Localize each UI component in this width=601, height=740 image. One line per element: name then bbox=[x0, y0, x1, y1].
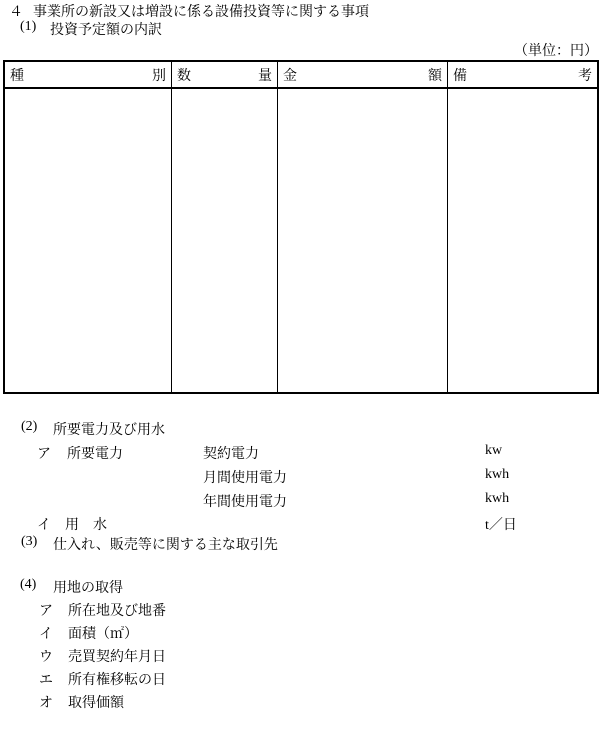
power-row-monthly bbox=[0, 467, 601, 484]
header-cell-biko bbox=[448, 62, 597, 87]
item-number: エ bbox=[39, 673, 53, 688]
header-char: 金 bbox=[283, 68, 297, 84]
unit-note-line bbox=[0, 40, 601, 57]
item-label: 面積（㎡） bbox=[68, 627, 138, 642]
power-row-name: 年間使用電力 bbox=[203, 495, 287, 510]
sub2-item-i-number: イ bbox=[37, 518, 51, 533]
sub3-label: 仕入れ、販売等に関する主な取引先 bbox=[53, 538, 278, 553]
unit-note: （単位：円） bbox=[514, 44, 598, 59]
item-label: 所在地及び地番 bbox=[68, 604, 166, 619]
body-cell-kingaku bbox=[278, 89, 448, 392]
item-number: ウ bbox=[39, 650, 53, 665]
header-cell-shubetsu bbox=[5, 62, 172, 87]
sub4-heading bbox=[0, 577, 601, 594]
sub1-number: (1) bbox=[20, 19, 37, 34]
sub4-item-area bbox=[0, 623, 601, 640]
sub2-item-a-number: ア bbox=[37, 447, 51, 462]
investment-table-header-row bbox=[5, 62, 597, 89]
sub1-label: 投資予定額の内訳 bbox=[50, 23, 162, 38]
main-heading bbox=[0, 1, 601, 18]
water-row-unit: t／日 bbox=[485, 518, 517, 533]
sub4-item-contract-date bbox=[0, 646, 601, 663]
item-label: 取得価額 bbox=[68, 696, 124, 711]
investment-table-body-row bbox=[5, 89, 597, 392]
header-char: 額 bbox=[428, 68, 442, 84]
sub4-item-acquisition-price bbox=[0, 692, 601, 709]
investment-table bbox=[3, 60, 599, 394]
sub2-item-a-label: 所要電力 bbox=[67, 447, 123, 462]
header-cell-suryo bbox=[172, 62, 278, 87]
main-heading-text: 事業所の新設又は増設に係る設備投資等に関する事項 bbox=[33, 5, 369, 20]
body-cell-shubetsu bbox=[5, 89, 172, 392]
header-char: 考 bbox=[578, 68, 592, 84]
power-row-name: 月間使用電力 bbox=[203, 471, 287, 486]
sub2-heading bbox=[0, 419, 601, 436]
sub4-item-location bbox=[0, 600, 601, 617]
power-row-unit: kwh bbox=[485, 467, 510, 482]
water-row bbox=[0, 514, 601, 531]
sub4-item-ownership-transfer bbox=[0, 669, 601, 686]
sub1-heading bbox=[0, 19, 601, 36]
power-row-yearly bbox=[0, 491, 601, 508]
header-char: 別 bbox=[152, 68, 166, 84]
item-label: 所有権移転の日 bbox=[68, 673, 166, 688]
power-row-unit: kwh bbox=[485, 491, 510, 506]
sub2-label: 所要電力及び用水 bbox=[53, 423, 165, 438]
item-number: ア bbox=[39, 604, 53, 619]
header-cell-kingaku bbox=[278, 62, 448, 87]
header-char: 備 bbox=[453, 68, 467, 84]
item-label: 売買契約年月日 bbox=[68, 650, 166, 665]
item-number: オ bbox=[39, 696, 53, 711]
body-cell-suryo bbox=[172, 89, 278, 392]
header-char: 数 bbox=[177, 68, 191, 84]
sub3-number: (3) bbox=[21, 534, 38, 549]
sub2-item-i-label: 用 水 bbox=[65, 518, 107, 533]
main-heading-number: ４ bbox=[9, 5, 23, 20]
sub3-heading bbox=[0, 534, 601, 551]
body-cell-biko bbox=[448, 89, 597, 392]
power-row-unit: kw bbox=[485, 443, 503, 458]
sub2-number: (2) bbox=[21, 419, 38, 434]
power-row-contract bbox=[0, 443, 601, 460]
item-number: イ bbox=[39, 627, 53, 642]
sub4-label: 用地の取得 bbox=[53, 581, 123, 596]
header-char: 量 bbox=[258, 68, 272, 84]
power-row-name: 契約電力 bbox=[203, 447, 259, 462]
header-char: 種 bbox=[10, 68, 24, 84]
sub4-number: (4) bbox=[20, 577, 37, 592]
